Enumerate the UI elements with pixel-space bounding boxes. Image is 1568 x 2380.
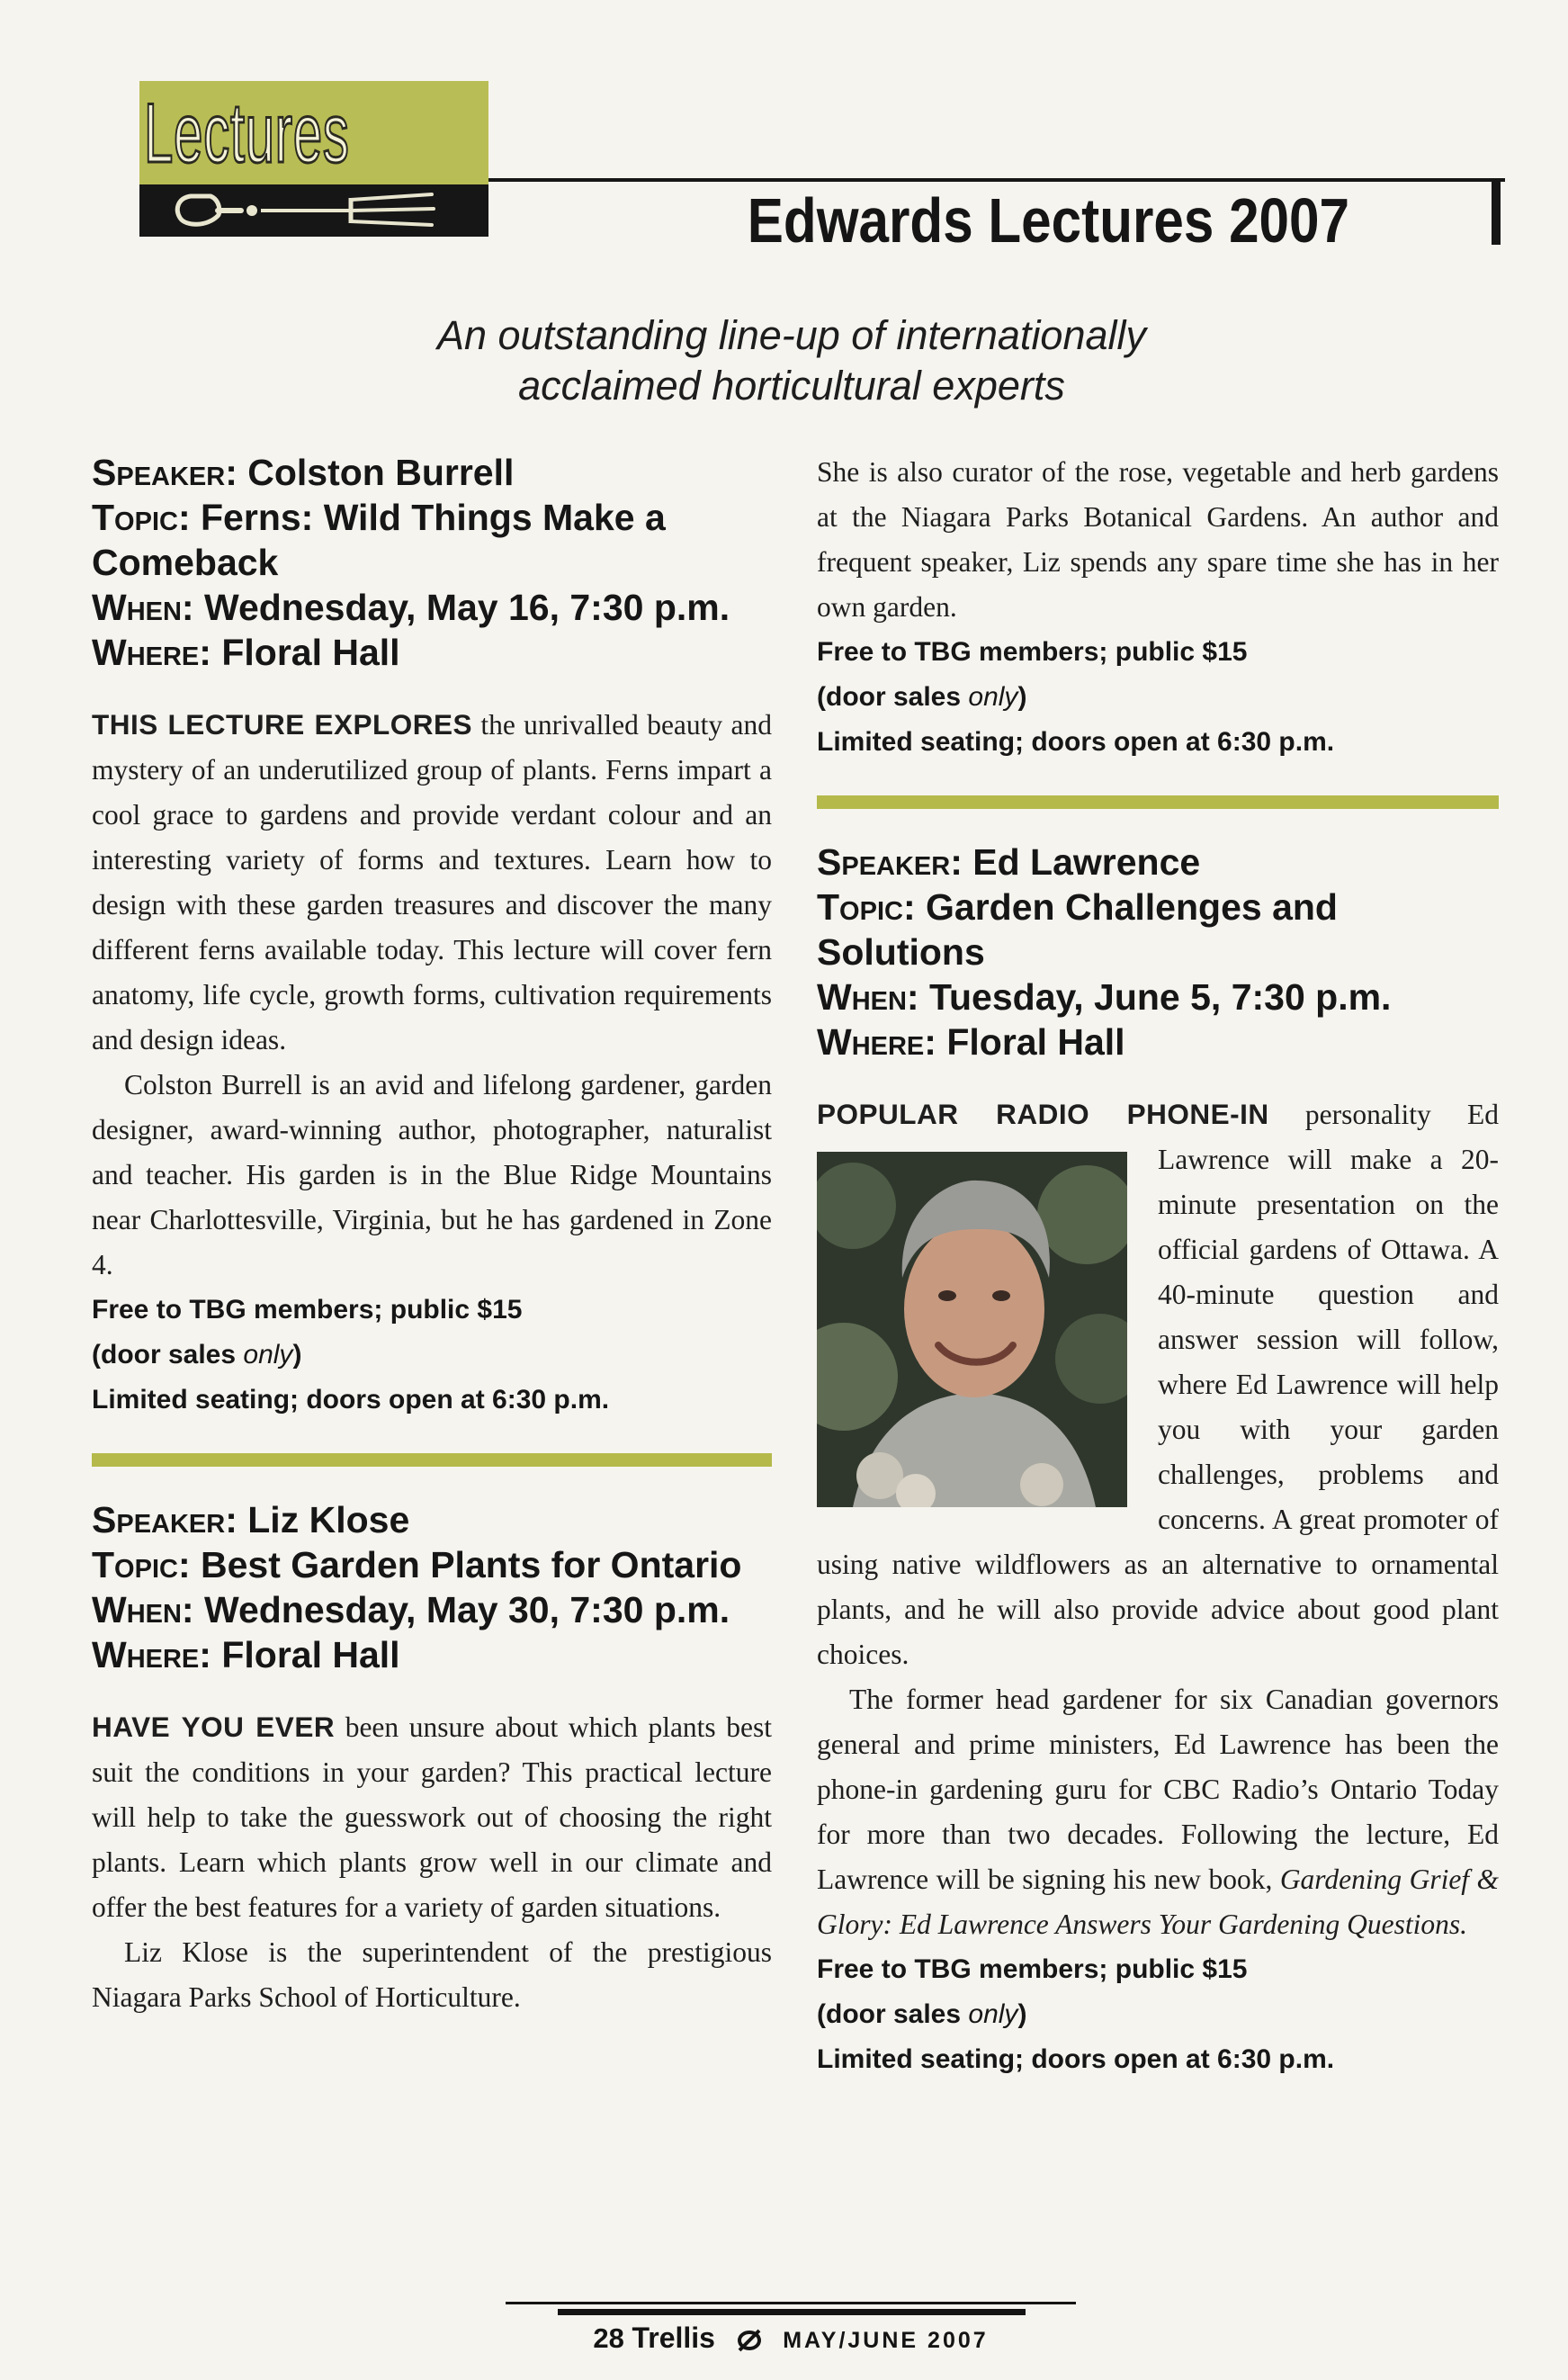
- where-label: Where:: [92, 632, 211, 673]
- door-sales-close: ): [292, 1340, 302, 1370]
- topic-line: [92, 1542, 772, 1587]
- lead-in: THIS LECTURE EXPLORES: [92, 708, 472, 741]
- page-footer: [506, 2322, 1076, 2355]
- speaker-photo: [817, 1152, 1127, 1507]
- section-label: Lectures: [144, 85, 350, 180]
- door-sales-text: (door sales: [817, 1999, 969, 2029]
- topic-line: [817, 885, 1499, 974]
- portrait-image: [817, 1152, 1127, 1507]
- where-text: Floral Hall: [946, 1021, 1125, 1063]
- topic-label: Topic:: [817, 886, 916, 928]
- header-rule-end: [1492, 178, 1501, 245]
- topic-label: Topic:: [92, 497, 191, 538]
- footer-bar: [558, 2309, 1026, 2315]
- when-text: Wednesday, May 30, 7:30 p.m.: [204, 1589, 730, 1630]
- section-divider: [817, 795, 1499, 809]
- speaker-line: [92, 1497, 772, 1542]
- speaker-line: [92, 450, 772, 495]
- magazine-name: Trellis: [632, 2322, 715, 2354]
- page-subtitle: An outstanding line-up of internationally acclaimed horticultural experts: [436, 312, 1147, 409]
- speaker-name: Ed Lawrence: [972, 841, 1201, 883]
- fee-line: Free to TBG members; public $15: [92, 1295, 523, 1325]
- speaker-bio-continued: She is also curator of the rose, vegetable and herb gardens at the Niagara Parks Botanical Gardens. An author and frequent speaker, Liz spends any spare time she has in her own garden.: [817, 456, 1499, 623]
- door-sales-emphasis: only: [243, 1340, 293, 1370]
- when-line: [817, 974, 1499, 1019]
- page-title: Edwards Lectures 2007: [747, 185, 1349, 256]
- lecture-1-details: [92, 450, 772, 675]
- where-text: Floral Hall: [221, 632, 400, 673]
- lecture-description: [92, 1704, 772, 1930]
- right-column: [817, 450, 1499, 2082]
- door-sales-close: ): [1017, 1999, 1027, 2029]
- topic-text: Ferns: Wild Things Make a Comeback: [92, 497, 666, 583]
- header-rule: [488, 178, 1505, 182]
- lecture-2-details: [92, 1497, 772, 1677]
- where-line: [817, 1019, 1499, 1064]
- door-sales-line: [817, 675, 1499, 720]
- speaker-bio: Liz Klose is the superintendent of the prestigious Niagara Parks School of Horticulture.: [92, 1936, 772, 2013]
- seating-line: Limited seating; doors open at 6:30 p.m.: [817, 727, 1335, 757]
- where-line: [92, 1632, 772, 1677]
- when-line: [92, 585, 772, 630]
- page-number: 28: [593, 2322, 624, 2354]
- when-label: When:: [92, 1589, 194, 1630]
- when-text: Tuesday, June 5, 7:30 p.m.: [929, 976, 1392, 1018]
- lecture-description: [92, 702, 772, 1063]
- speaker-label: Speaker:: [817, 841, 963, 883]
- footer-rule: [506, 2302, 1076, 2304]
- door-sales-emphasis: only: [968, 1999, 1018, 2029]
- speaker-name: Liz Klose: [247, 1499, 410, 1540]
- door-sales-line: [817, 1992, 1499, 2037]
- door-sales-text: (door sales: [817, 682, 969, 712]
- lecture-3-details: [817, 840, 1499, 1064]
- paragraph: personality Ed Lawrence will make a 20-minute presentation on the official gardens of Ottawa. A 40-minute question and answer session will follow, where Ed Lawrence will help you with your garden challenges, problems and concerns. A great promoter of using native wildflowers as an alternative to ornamental plants, and he will also provide advice about good plant choices.: [817, 1099, 1499, 1670]
- speaker-bio: Colston Burrell is an avid and lifelong gardener, garden designer, award-winning author, photographer, naturalist and teacher. His garden is in the Blue Ridge Mountains near Charlottesville, Virginia, but he has gardened in Zone 4.: [92, 1069, 772, 1280]
- door-sales-emphasis: only: [968, 682, 1018, 712]
- speaker-label: Speaker:: [92, 1499, 237, 1540]
- where-line: [92, 630, 772, 675]
- where-text: Floral Hall: [221, 1634, 400, 1675]
- door-sales-close: ): [1017, 682, 1027, 712]
- fee-line: Free to TBG members; public $15: [817, 1954, 1248, 1984]
- book-title: Gardening Grief & Glory: Ed Lawrence Answers Your Gardening Questions.: [817, 1864, 1499, 1940]
- when-line: [92, 1587, 772, 1632]
- speaker-line: [817, 840, 1499, 885]
- when-text: Wednesday, May 16, 7:30 p.m.: [204, 587, 730, 628]
- lead-in: POPULAR RADIO PHONE-IN: [817, 1098, 1269, 1130]
- topic-line: [92, 495, 772, 585]
- left-column: [92, 450, 772, 2020]
- section-divider: [92, 1453, 772, 1467]
- seating-line: Limited seating; doors open at 6:30 p.m.: [92, 1385, 610, 1415]
- where-label: Where:: [92, 1634, 211, 1675]
- when-label: When:: [817, 976, 919, 1018]
- door-sales-line: [92, 1333, 772, 1378]
- lecture-description: [817, 1091, 1499, 1677]
- paragraph: the unrivalled beauty and mystery of an underutilized group of plants. Ferns impart a cool grace to gardens and provide verdant colour and an interesting variety of forms and textures. Learn how to design with these garden treasures and discover the many different ferns available today. This lecture will cover fern anatomy, life cycle, growth forms, cultivation requirements and design ideas.: [92, 709, 772, 1055]
- speaker-bio: [817, 1677, 1499, 1947]
- door-sales-text: (door sales: [92, 1340, 244, 1370]
- fee-line: Free to TBG members; public $15: [817, 637, 1248, 667]
- issue-date: MAY/JUNE 2007: [783, 2328, 989, 2353]
- where-label: Where:: [817, 1021, 936, 1063]
- speaker-label: Speaker:: [92, 452, 237, 493]
- topic-text: Garden Challenges and Solutions: [817, 886, 1338, 973]
- paragraph: been unsure about which plants best suit the conditions in your garden? This practical lecture will help to take the guesswork out of choosing the right plants. Learn which plants grow well in our climate and offer the best features for a variety of garden situations.: [92, 1711, 773, 1923]
- lead-in: HAVE YOU EVER: [92, 1711, 336, 1743]
- when-label: When:: [92, 587, 194, 628]
- speaker-name: Colston Burrell: [247, 452, 515, 493]
- trellis-logo-icon: [736, 2329, 763, 2352]
- topic-text: Best Garden Plants for Ontario: [201, 1544, 742, 1585]
- bio-text: The former head gardener for six Canadian governors general and prime ministers, Ed Lawrence has been the phone-in gardening guru for CBC Radio’s Ontario Today for more than two decades. Following the lecture, Ed Lawrence will be signing his new book,: [817, 1684, 1499, 1895]
- topic-label: Topic:: [92, 1544, 191, 1585]
- seating-line: Limited seating; doors open at 6:30 p.m.: [817, 2044, 1335, 2074]
